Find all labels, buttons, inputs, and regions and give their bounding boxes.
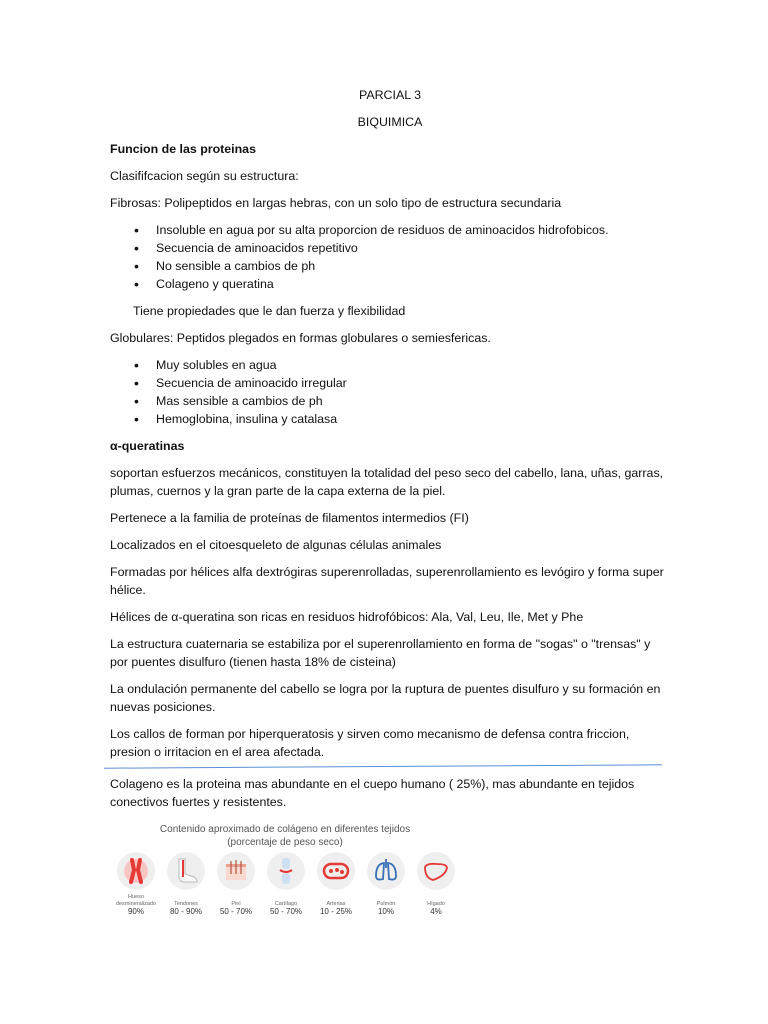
collagen-paragraph: Colageno es la proteina mas abundante en el cuepo humano ( 25%), mas abundante en tejidos conectivos fuertes y resistentes.	[110, 777, 635, 809]
paragraph: Formadas por hélices alfa dextrógiras superenrolladas, superenrollamiento es levógiro y forma super hélice.	[110, 565, 664, 597]
tissue-item	[164, 852, 208, 917]
list-item: • Secuencia de aminoacidos repetitivo	[156, 239, 670, 257]
list-item: • Mas sensible a cambios de ph	[156, 392, 670, 410]
tissue-value: 80 - 90%	[169, 907, 203, 916]
globulares-list	[110, 356, 670, 428]
figure-subtitle: (porcentaje de peso seco)	[227, 837, 343, 848]
classification-intro: Clasififcacion según su estructura:	[110, 169, 299, 183]
paragraph: Hélices de α-queratina son ricas en residuos hidrofóbicos: Ala, Val, Leu, Ile, Met y Phe	[110, 610, 584, 624]
paragraph: Pertenece a la familia de proteínas de filamentos intermedios (FI)	[110, 511, 469, 525]
tissue-name: Pulmón	[376, 900, 396, 907]
tissue-value: 4%	[430, 907, 442, 916]
tissue-name: Tendones	[174, 900, 198, 907]
tissue-name: Hígado	[427, 900, 445, 907]
tissue-item	[414, 852, 458, 917]
tissue-name: Hueso desmineralizado	[115, 894, 157, 907]
paragraph: Localizados en el citoesqueleto de algunas células animales	[110, 538, 442, 552]
document-title: PARCIAL 3	[359, 88, 421, 102]
tissue-value: 10 - 25%	[319, 907, 353, 916]
collagen-figure	[110, 820, 460, 925]
lungs-icon	[367, 852, 405, 890]
paragraph: soportan esfuerzos mecánicos, constituyen la totalidad del peso seco del cabello, lana, uñas, garras, plumas, cuernos y la gran parte de la capa externa de la piel.	[110, 466, 664, 498]
bone-joint-icon	[117, 852, 155, 890]
tissue-value: 90%	[127, 907, 144, 916]
fibrosas-note: Tiene propiedades que le dan fuerza y flexibilidad	[133, 304, 406, 318]
skin-icon	[217, 852, 255, 890]
list-item: • Secuencia de aminoacido irregular	[156, 374, 670, 392]
tissue-value: 50 - 70%	[219, 907, 253, 916]
tissue-value: 50 - 70%	[269, 907, 303, 916]
section-heading-funcion: Funcion de las proteinas	[110, 142, 256, 156]
list-item: • Hemoglobina, insulina y catalasa	[156, 410, 670, 428]
tissue-name: Arterias	[326, 900, 346, 907]
tissue-item	[364, 852, 408, 917]
artery-icon	[317, 852, 355, 890]
tissue-item	[314, 852, 358, 917]
tissue-item	[264, 852, 308, 917]
list-item: • No sensible a cambios de ph	[156, 257, 670, 275]
document-subtitle: BIQUIMICA	[357, 115, 423, 129]
globulares-paragraph: Globulares: Peptidos plegados en formas globulares o semiesfericas.	[110, 331, 491, 345]
figure-title: Contenido aproximado de colágeno en diferentes tejidos	[159, 824, 411, 835]
list-item: • Colageno y queratina	[156, 275, 670, 293]
tissue-item	[114, 852, 158, 917]
document-page	[110, 86, 670, 820]
paragraph: La ondulación permanente del cabello se logra por la ruptura de puentes disulfuro y su formación en nuevas posiciones.	[110, 682, 661, 714]
tissue-name: Piel	[231, 900, 241, 907]
foot-icon	[167, 852, 205, 890]
tissue-item	[214, 852, 258, 917]
tissue-value: 10%	[377, 907, 394, 916]
liver-icon	[417, 852, 455, 890]
section-heading-queratinas: α-queratinas	[110, 439, 185, 453]
knee-icon	[267, 852, 305, 890]
tissue-name: Cartílago	[274, 900, 298, 907]
fibrosas-paragraph: Fibrosas: Polipeptidos en largas hebras, con un solo tipo de estructura secundaria	[110, 196, 562, 210]
paragraph: La estructura cuaternaria se estabiliza por el superenrollamiento en forma de "sogas" o "trensas" y por puentes disulfuro (tienen hasta 18% de cisteina)	[110, 637, 651, 669]
paragraph: Los callos de forman por hiperqueratosis y sirven como mecanismo de defensa contra friccion, presion o irritacion en el area afectada.	[110, 727, 630, 759]
fibrosas-list	[110, 221, 670, 293]
list-item: • Muy solubles en agua	[156, 356, 670, 374]
list-item: • Insoluble en agua por su alta proporcion de residuos de aminoacidos hidrofobicos.	[156, 221, 670, 239]
